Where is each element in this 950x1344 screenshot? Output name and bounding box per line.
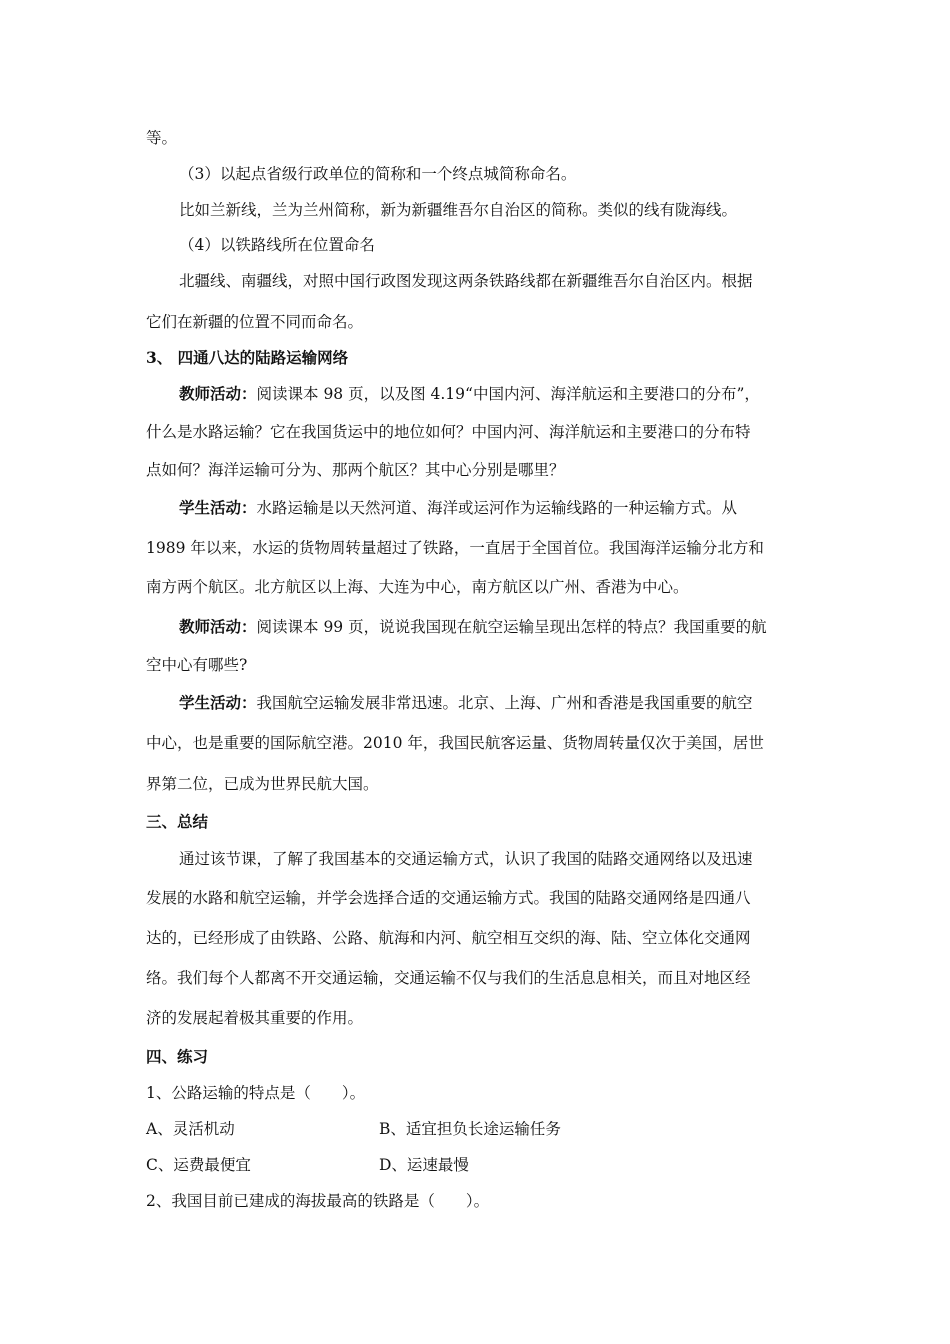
activity-label: 学生活动： bbox=[179, 693, 257, 712]
section-heading: 3、 四通八达的陆路运输网络 bbox=[146, 348, 349, 367]
text-line bbox=[179, 497, 737, 519]
text-line: 空中心有哪些? bbox=[146, 656, 248, 674]
option-a: A、灵活机动 bbox=[146, 1120, 235, 1138]
text-line: 点如何？海洋运输可分为、那两个航区？其中心分别是哪里？ bbox=[146, 461, 565, 479]
text-line: 1989 年以来，水运的货物周转量超过了铁路，一直居于全国首位。我国海洋运输分北方和 bbox=[146, 539, 764, 557]
text-line: 什么是水路运输？它在我国货运中的地位如何？中国内河、海洋航运和主要港口的分布特 bbox=[146, 423, 751, 441]
text-line: 中心，也是重要的国际航空港。2010 年，我国民航客运量、货物周转量仅次于美国，居世 bbox=[146, 734, 764, 752]
activity-text: 阅读课本 98 页，以及图 4.19“中国内河、海洋航运和主要港口的分布”， bbox=[256, 385, 760, 403]
text-line: （3）以起点省级行政单位的简称和一个终点城简称命名。 bbox=[179, 165, 577, 183]
text-line: 络。我们每个人都离不开交通运输，交通运输不仅与我们的生活息息相关，而且对地区经 bbox=[146, 969, 751, 987]
text-line bbox=[179, 692, 753, 714]
activity-text: 水路运输是以天然河道、海洋或运河作为运输线路的一种运输方式。从 bbox=[256, 499, 738, 517]
activity-label: 教师活动： bbox=[179, 617, 257, 636]
text-line: 比如兰新线，兰为兰州简称，新为新疆维吾尔自治区的简称。类似的线有陇海线。 bbox=[179, 201, 738, 219]
option-c: C、运费最便宜 bbox=[146, 1156, 251, 1174]
option-row bbox=[146, 1154, 806, 1176]
text-line: 南方两个航区。北方航区以上海、大连为中心，南方航区以广州、香港为中心。 bbox=[146, 578, 689, 596]
text-line: 济的发展起着极其重要的作用。 bbox=[146, 1009, 364, 1027]
text-line: 发展的水路和航空运输，并学会选择合适的交通运输方式。我国的陆路交通网络是四通八 bbox=[146, 889, 751, 907]
activity-text: 我国航空运输发展非常迅速。北京、上海、广州和香港是我国重要的航空 bbox=[256, 694, 753, 712]
text-line: （4）以铁路线所在位置命名 bbox=[179, 236, 375, 254]
question: 2、我国目前已建成的海拔最高的铁路是（ ）。 bbox=[146, 1192, 490, 1210]
text-line: 界第二位，已成为世界民航大国。 bbox=[146, 775, 379, 793]
activity-text: 阅读课本 99 页，说说我国现在航空运输呈现出怎样的特点？我国重要的航 bbox=[256, 618, 767, 636]
text-line: 通过该节课，了解了我国基本的交通运输方式，认识了我国的陆路交通网络以及迅速 bbox=[179, 850, 753, 868]
text-line: 北疆线、南疆线，对照中国行政图发现这两条铁路线都在新疆维吾尔自治区内。根据 bbox=[179, 272, 753, 290]
section-heading: 三、总结 bbox=[146, 812, 209, 831]
option-row bbox=[146, 1118, 806, 1140]
option-d: D、运速最慢 bbox=[379, 1156, 469, 1174]
text-line: 等。 bbox=[146, 129, 178, 147]
option-b: B、适宜担负长途运输任务 bbox=[379, 1120, 561, 1138]
question: 1、公路运输的特点是（ ）。 bbox=[146, 1084, 366, 1102]
text-line bbox=[179, 383, 760, 405]
text-line: 它们在新疆的位置不同而命名。 bbox=[146, 313, 364, 331]
activity-label: 教师活动： bbox=[179, 384, 257, 403]
section-heading: 四、练习 bbox=[146, 1047, 209, 1066]
text-line bbox=[179, 616, 767, 638]
activity-label: 学生活动： bbox=[179, 498, 257, 517]
text-line: 达的，已经形成了由铁路、公路、航海和内河、航空相互交织的海、陆、空立体化交通网 bbox=[146, 929, 751, 947]
